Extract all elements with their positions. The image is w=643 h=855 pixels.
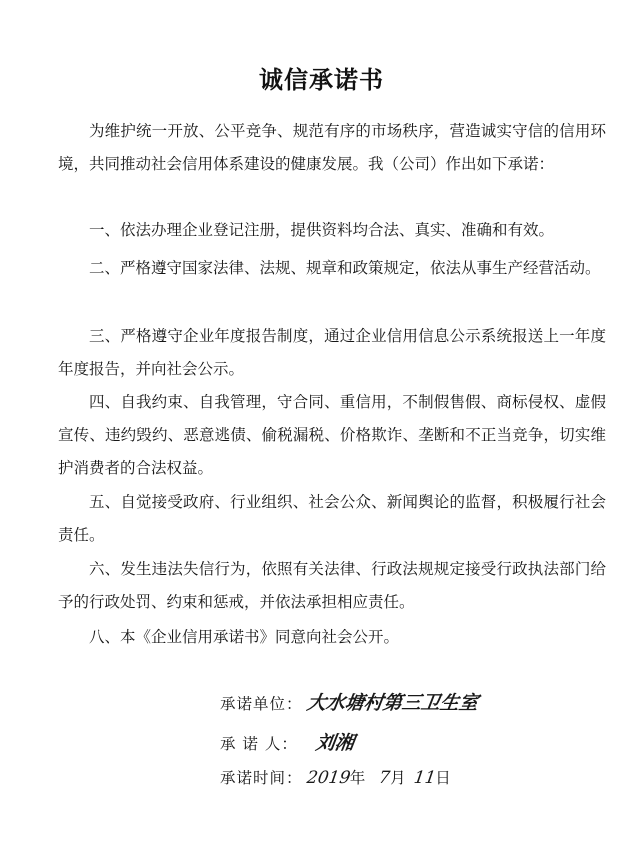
document-title: 诚信承诺书 (259, 66, 384, 94)
date-day-unit: 日 (435, 769, 451, 787)
commitment-item-8: 八、本《企业信用承诺书》同意向社会公开。 (89, 628, 400, 646)
commitment-item-2: 二、严格遵守国家法律、法规、规章和政策规定，依法从事生产经营活动。 (89, 259, 601, 277)
unit-handwritten: 大水塘村第三卫生室 (304, 692, 480, 714)
date-year-unit: 年 (349, 769, 366, 787)
date-label: 承诺时间： (220, 769, 303, 787)
commitment-item-5: 五、自觉接受政府、行业组织、社会公众、新闻舆论的监督，积极履行社会责任。 (58, 493, 606, 544)
date-day: 11 (412, 768, 437, 788)
intro-paragraph: 为维护统一开放、公平竞争、规范有序的市场秩序，营造诚实守信的信用环境，共同推动社会信用体系建设的健康发展。我（公司）作出如下承诺： (58, 122, 606, 173)
commitment-item-4: 四、自我约束、自我管理，守合同、重信用，不制假售假、商标侵权、虚假宣传、违约毁约、恶意逃债、偷税漏税、价格欺诈、垄断和不正当竞争，切实维护消费者的合法权益。 (58, 393, 606, 477)
commitment-item-6: 六、发生违法失信行为，依照有关法律、行政法规规定接受行政执法部门给予的行政处罚、约束和惩戒，并依法承担相应责任。 (58, 560, 606, 611)
date-year: 2019 (305, 768, 352, 788)
date-month: 7 (377, 768, 392, 788)
person-handwritten: 刘湘 (314, 732, 356, 754)
person-label: 承 诺 人： (220, 735, 298, 753)
date-month-unit: 月 (390, 769, 406, 787)
signature-person-row (220, 728, 354, 758)
commitment-item-1: 一、依法办理企业登记注册，提供资料均合法、真实、准确和有效。 (89, 221, 555, 239)
signature-date-row (220, 763, 451, 793)
signature-unit-row (220, 688, 478, 718)
commitment-item-3: 三、严格遵守企业年度报告制度，通过企业信用信息公示系统报送上一年度年度报告，并向社会公示。 (58, 327, 606, 378)
unit-label: 承诺单位： (220, 695, 303, 713)
